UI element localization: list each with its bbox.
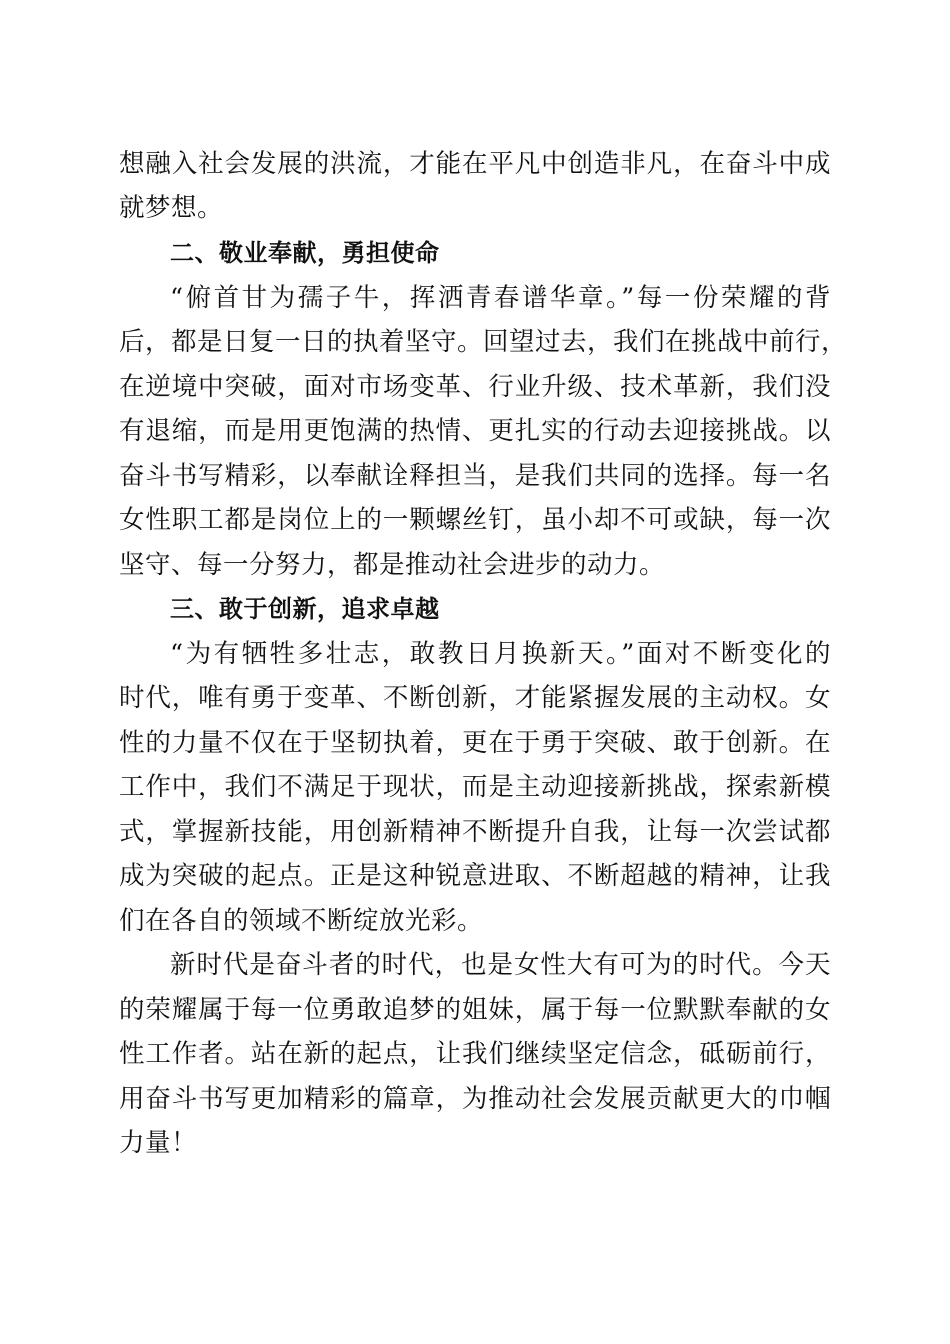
paragraph-line: 坚守、每一分努力，都是推动社会进步的动力。 — [119, 550, 666, 580]
paragraph-line: “俯首甘为孺子牛，挥洒青春谱华章。”每一份荣耀的背 — [170, 283, 831, 313]
paragraph-line: 性工作者。站在新的起点，让我们继续坚定信念，砥砺前行， — [119, 1039, 831, 1069]
paragraph-line: 女性职工都是岗位上的一颗螺丝钉，虽小却不可或缺，每一次 — [119, 505, 831, 535]
paragraph-line: 的荣耀属于每一位勇敢追梦的姐妹，属于每一位默默奉献的女 — [119, 995, 831, 1025]
paragraph-line: 时代，唯有勇于变革、不断创新，才能紧握发展的主动权。女 — [119, 683, 831, 713]
paragraph-line: 性的力量不仅在于坚韧执着，更在于勇于突破、敢于创新。在 — [119, 728, 831, 758]
paragraph-line: 力量！ — [119, 1128, 198, 1158]
paragraph-line: 工作中，我们不满足于现状，而是主动迎接新挑战，探索新模 — [119, 772, 831, 802]
section-heading: 三、敢于创新，追求卓越 — [170, 595, 440, 623]
paragraph-line: 后，都是日复一日的执着坚守。回望过去，我们在挑战中前行， — [119, 327, 848, 357]
paragraph-line: 式，掌握新技能，用创新精神不断提升自我，让每一次尝试都 — [119, 817, 831, 847]
paragraph-line: 新时代是奋斗者的时代，也是女性大有可为的时代。今天 — [170, 950, 831, 980]
paragraph-line: 就梦想。 — [119, 193, 224, 223]
paragraph-line: 在逆境中突破，面对市场变革、行业升级、技术革新，我们没 — [119, 372, 831, 402]
paragraph-line: 有退缩，而是用更饱满的热情、更扎实的行动去迎接挑战。以 — [119, 416, 831, 446]
paragraph-line: 用奋斗书写更加精彩的篇章，为推动社会发展贡献更大的巾帼 — [119, 1084, 831, 1114]
paragraph-line: “为有牺牲多壮志，敢教日月换新天。”面对不断变化的 — [170, 639, 831, 669]
section-heading: 二、敬业奉献，勇担使命 — [170, 239, 440, 267]
paragraph-line: 奋斗书写精彩，以奉献诠释担当，是我们共同的选择。每一名 — [119, 461, 831, 491]
paragraph-line: 们在各自的领域不断绽放光彩。 — [119, 906, 484, 936]
paragraph-line: 想融入社会发展的洪流，才能在平凡中创造非凡，在奋斗中成 — [119, 149, 831, 179]
paragraph-line: 成为突破的起点。正是这种锐意进取、不断超越的精神，让我 — [119, 861, 831, 891]
